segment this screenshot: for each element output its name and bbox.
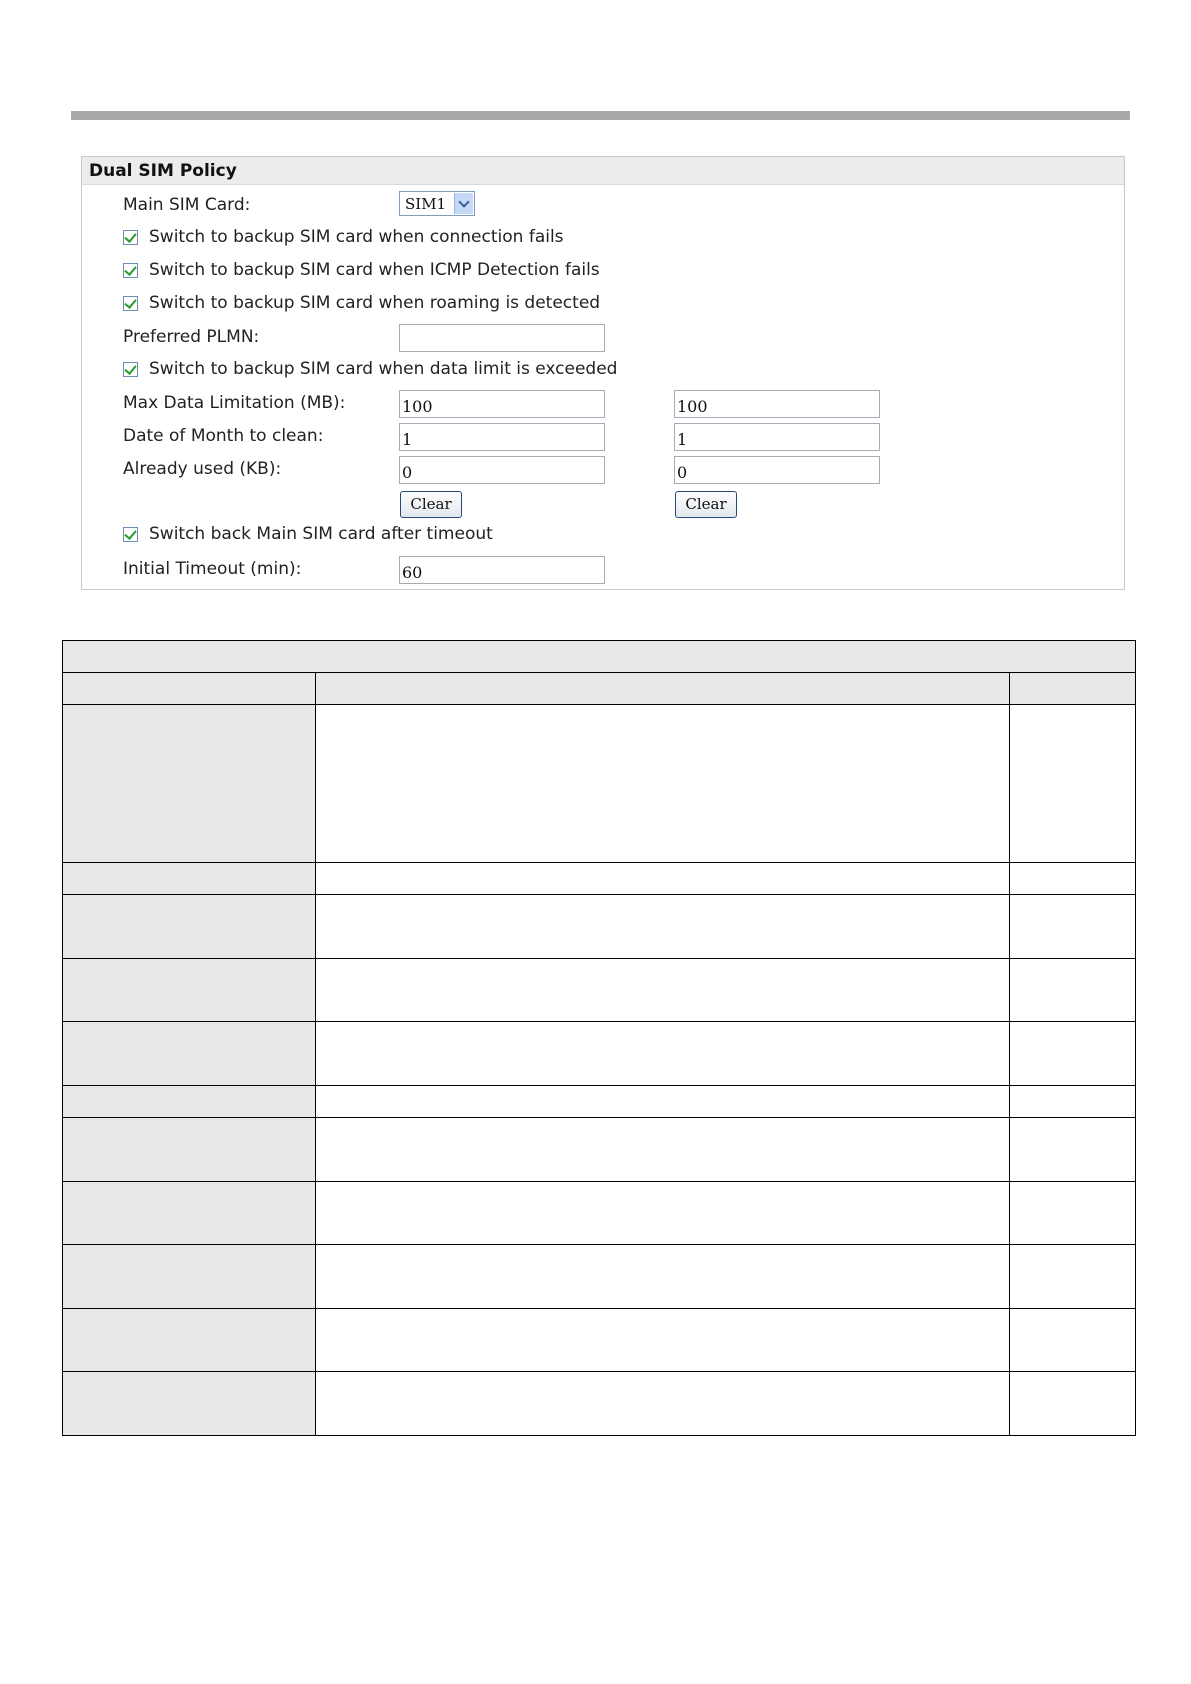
header-cell-default bbox=[1010, 673, 1136, 705]
table-cell bbox=[63, 705, 316, 863]
table-cell bbox=[63, 1309, 316, 1372]
dual-sim-policy-panel bbox=[81, 156, 1125, 590]
checkbox-label: Switch to backup SIM card when roaming is detected bbox=[149, 293, 601, 313]
table-cell bbox=[1010, 959, 1136, 1022]
table-cell bbox=[316, 959, 1010, 1022]
table-cell bbox=[63, 863, 316, 895]
date-clean-label: Date of Month to clean: bbox=[123, 426, 324, 446]
top-rule bbox=[71, 111, 1130, 120]
max-data-sim2-field[interactable]: 100 bbox=[674, 390, 880, 418]
table-cell bbox=[1010, 1372, 1136, 1436]
clear-sim2-button[interactable]: Clear bbox=[675, 491, 737, 518]
checkbox-data-limit[interactable] bbox=[123, 362, 138, 377]
checkbox-row-switch-back[interactable] bbox=[123, 524, 493, 544]
table-cell bbox=[1010, 1182, 1136, 1245]
table-row bbox=[63, 1022, 1136, 1086]
initial-timeout-label: Initial Timeout (min): bbox=[123, 559, 302, 579]
table-title-cell bbox=[63, 641, 1136, 673]
already-used-sim2-field[interactable]: 0 bbox=[674, 456, 880, 484]
clear-sim1-button[interactable]: Clear bbox=[400, 491, 462, 518]
table-cell bbox=[316, 1086, 1010, 1118]
already-used-sim1-field[interactable]: 0 bbox=[399, 456, 605, 484]
table-cell bbox=[1010, 1309, 1136, 1372]
checkbox-connection-fails[interactable] bbox=[123, 230, 138, 245]
table-row bbox=[63, 1118, 1136, 1182]
checkbox-label: Switch to backup SIM card when connection fails bbox=[149, 227, 564, 247]
main-sim-select[interactable] bbox=[399, 191, 475, 216]
panel-header bbox=[82, 157, 1124, 185]
checkbox-row-roaming[interactable] bbox=[123, 293, 600, 313]
initial-timeout-field[interactable]: 60 bbox=[399, 556, 605, 584]
table-row bbox=[63, 1182, 1136, 1245]
table-row bbox=[63, 1309, 1136, 1372]
table-title-row bbox=[63, 641, 1136, 673]
table-row bbox=[63, 705, 1136, 863]
checkbox-label: Switch to backup SIM card when data limit is exceeded bbox=[149, 359, 618, 379]
main-sim-label: Main SIM Card: bbox=[123, 195, 251, 215]
date-clean-sim1-field[interactable]: 1 bbox=[399, 423, 605, 451]
max-data-sim1-field[interactable]: 100 bbox=[399, 390, 605, 418]
preferred-plmn-label: Preferred PLMN: bbox=[123, 327, 260, 347]
already-used-label: Already used (KB): bbox=[123, 459, 282, 479]
table-row bbox=[63, 1372, 1136, 1436]
max-data-label: Max Data Limitation (MB): bbox=[123, 393, 346, 413]
table-cell bbox=[316, 895, 1010, 959]
table-cell bbox=[1010, 1245, 1136, 1309]
table-cell bbox=[63, 1372, 316, 1436]
checkbox-icmp-fails[interactable] bbox=[123, 263, 138, 278]
table-cell bbox=[1010, 705, 1136, 863]
table-row bbox=[63, 863, 1136, 895]
header-cell-description bbox=[316, 673, 1010, 705]
table-cell bbox=[316, 1182, 1010, 1245]
checkbox-switch-back[interactable] bbox=[123, 527, 138, 542]
table-cell bbox=[316, 705, 1010, 863]
parameter-table bbox=[62, 640, 1136, 1436]
table-cell bbox=[63, 1118, 316, 1182]
table-cell bbox=[316, 1022, 1010, 1086]
table-row bbox=[63, 895, 1136, 959]
date-clean-sim2-field[interactable]: 1 bbox=[674, 423, 880, 451]
main-sim-value: SIM1 bbox=[405, 195, 447, 213]
panel-title: Dual SIM Policy bbox=[89, 161, 237, 181]
table-cell bbox=[63, 1086, 316, 1118]
table-cell bbox=[63, 1182, 316, 1245]
table-cell bbox=[1010, 895, 1136, 959]
table-cell bbox=[1010, 1022, 1136, 1086]
checkbox-label: Switch back Main SIM card after timeout bbox=[149, 524, 493, 544]
chevron-down-icon[interactable] bbox=[454, 193, 473, 214]
table-row bbox=[63, 1245, 1136, 1309]
table-cell bbox=[1010, 1118, 1136, 1182]
table-cell bbox=[316, 863, 1010, 895]
header-cell-item bbox=[63, 673, 316, 705]
table-row bbox=[63, 1086, 1136, 1118]
checkbox-row-icmp-fails[interactable] bbox=[123, 260, 600, 280]
table-cell bbox=[63, 895, 316, 959]
table-row bbox=[63, 959, 1136, 1022]
table-cell bbox=[63, 1245, 316, 1309]
checkbox-row-connection-fails[interactable] bbox=[123, 227, 564, 247]
table-cell bbox=[316, 1309, 1010, 1372]
table-cell bbox=[316, 1245, 1010, 1309]
checkbox-roaming[interactable] bbox=[123, 296, 138, 311]
checkbox-row-data-limit[interactable] bbox=[123, 359, 617, 379]
table-cell bbox=[1010, 863, 1136, 895]
preferred-plmn-field[interactable] bbox=[399, 324, 605, 352]
table-cell bbox=[316, 1118, 1010, 1182]
table-cell bbox=[316, 1372, 1010, 1436]
table-cell bbox=[63, 959, 316, 1022]
table-header-row bbox=[63, 673, 1136, 705]
checkbox-label: Switch to backup SIM card when ICMP Detection fails bbox=[149, 260, 600, 280]
table-cell bbox=[63, 1022, 316, 1086]
table-cell bbox=[1010, 1086, 1136, 1118]
